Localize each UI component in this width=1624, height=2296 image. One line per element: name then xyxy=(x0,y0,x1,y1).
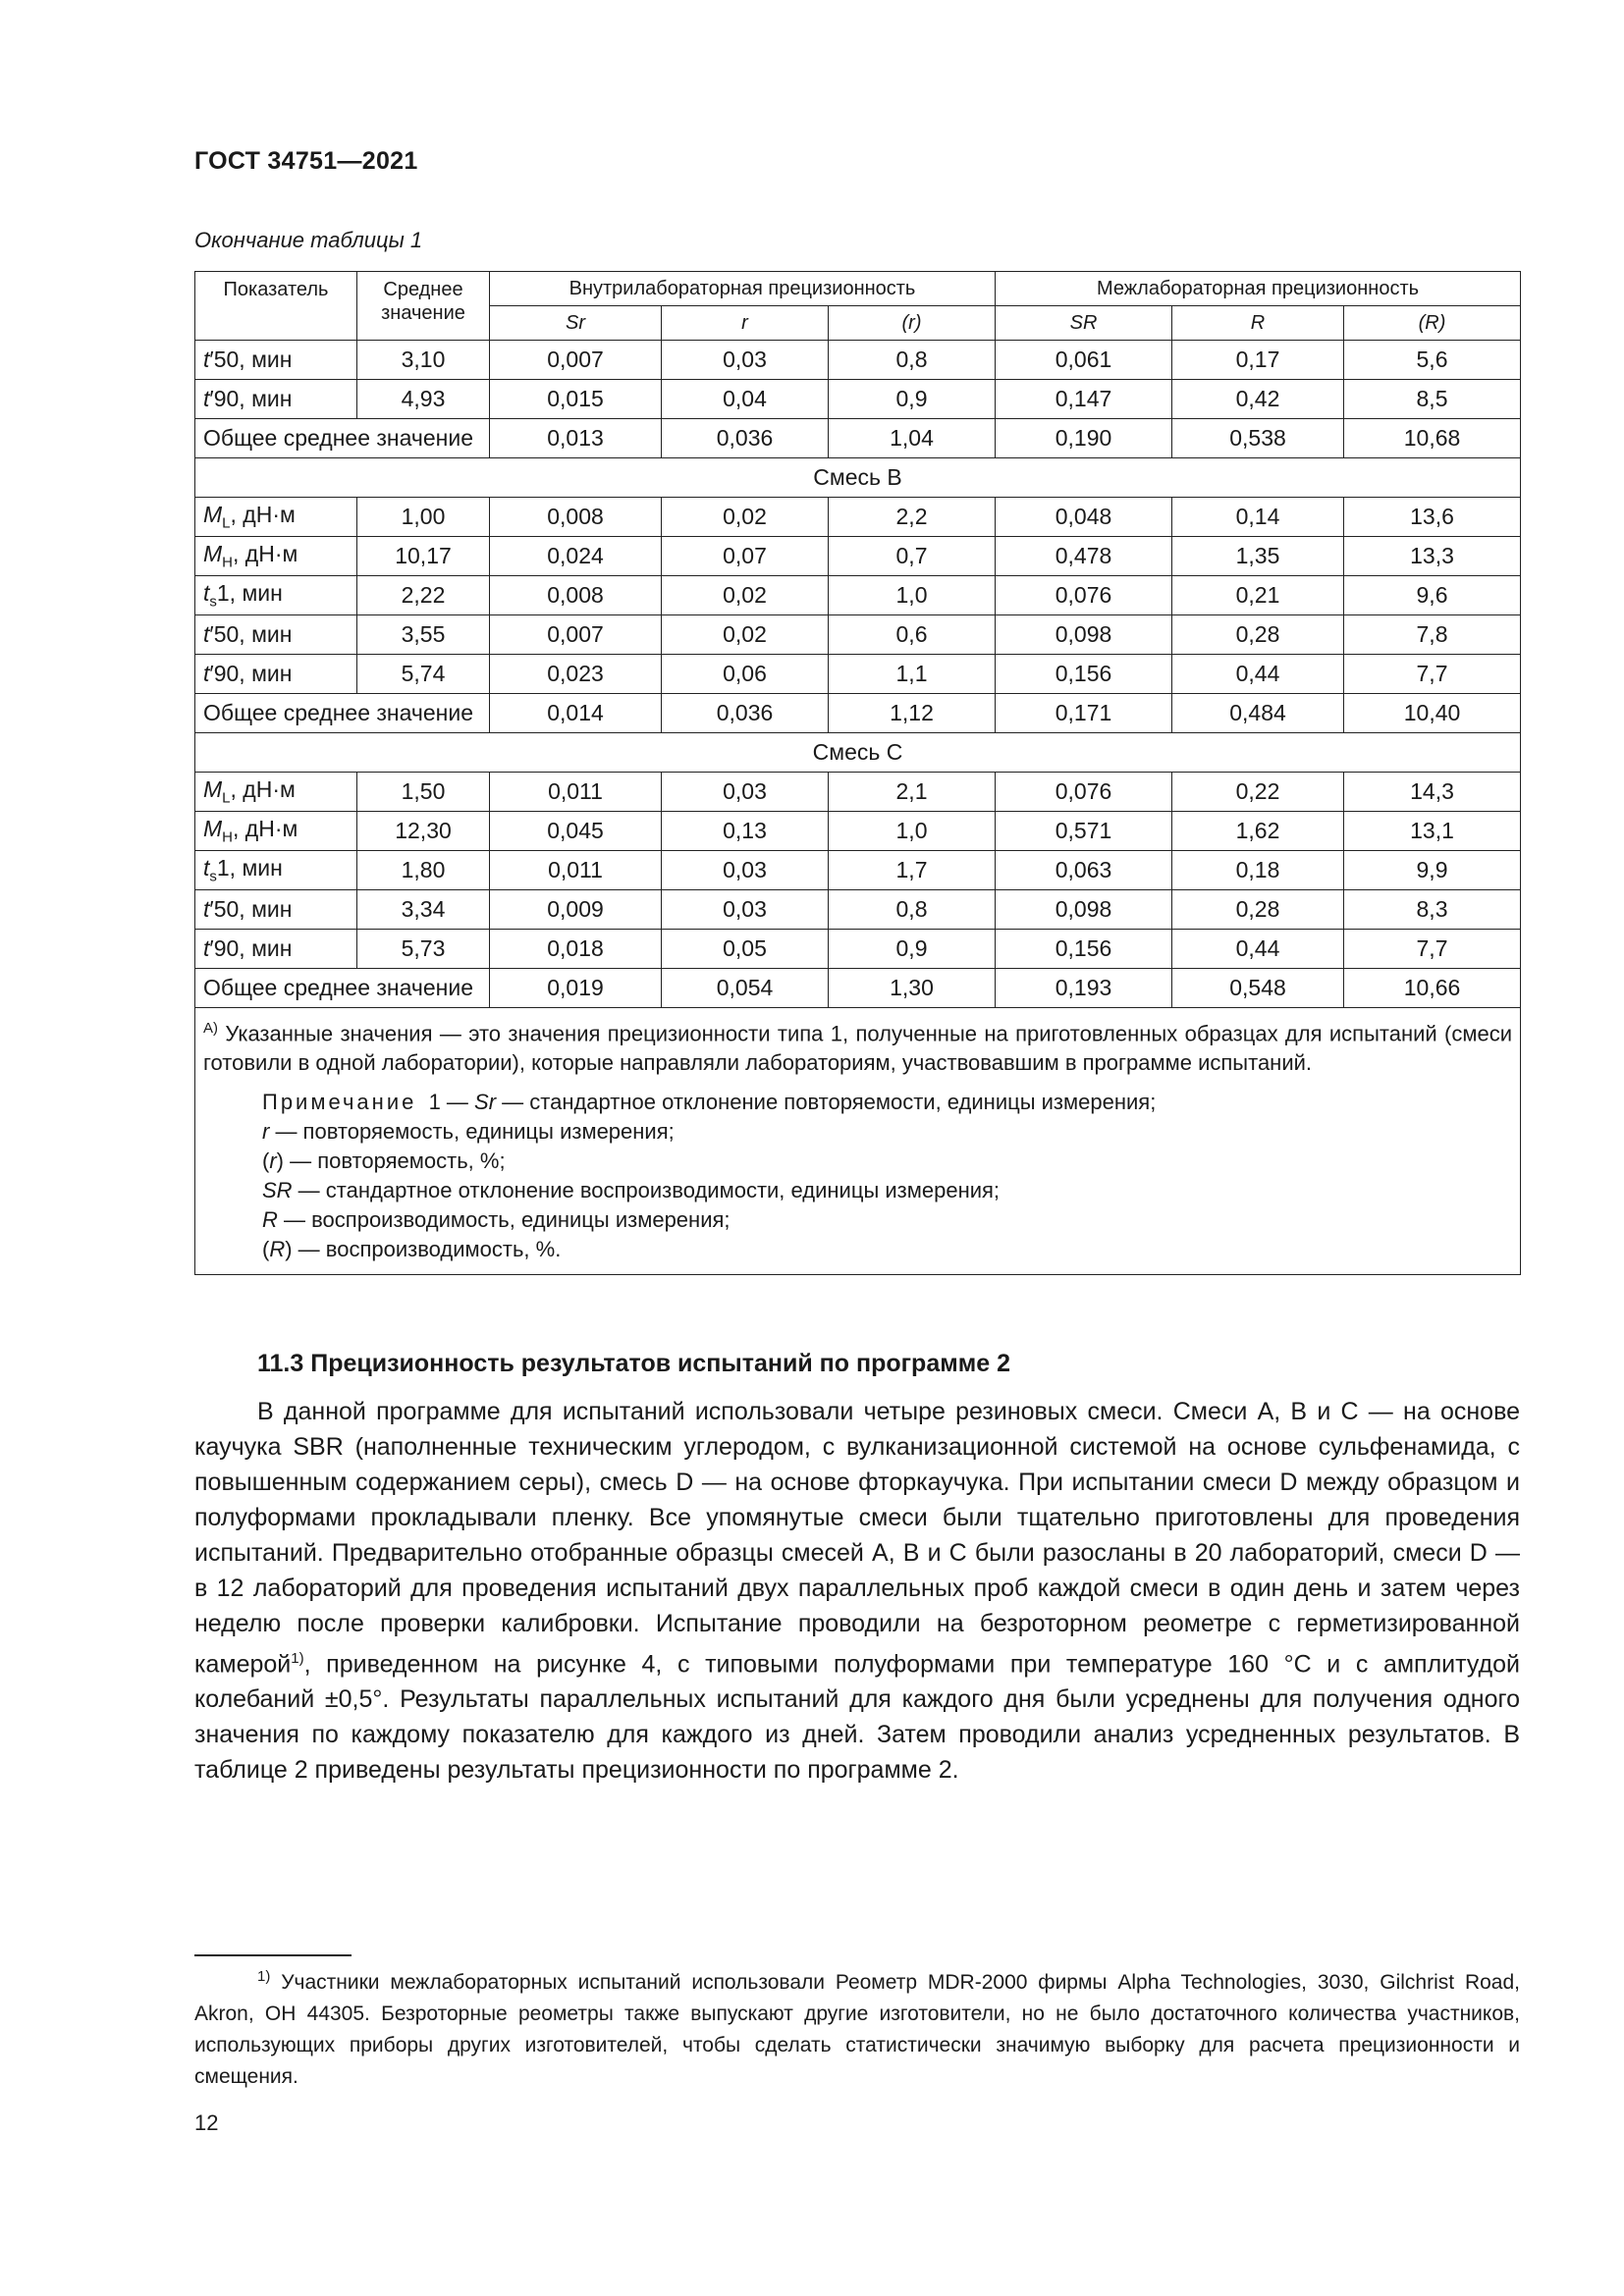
table-cell: 0,44 xyxy=(1172,930,1344,969)
row-label: $M_L$, дН·м xyxy=(195,498,357,537)
table-row xyxy=(195,812,1521,851)
body-paragraph: В данной программе для испытаний использовали четыре резиновых смеси. Смеси A, B и C — на основе каучука SBR (наполненные техническим углеродом, с вулканизационной системой на основе сульфенамида, с повышенным содержанием серы), смесь D — на основе фторкаучука. При испытании смеси D между образцом и полуформами прокладывали пленку. Все упомянутые смеси были тщательно приготовлены для проведения испытаний. Предварительно отобранные образцы смесей A, B и C были разосланы в 20 лабораторий, смеси D — в 12 лабораторий для проведения испытаний двух параллельных проб каждой смеси в один день и затем через неделю после проверки калибровки. Испытание проводили на безроторном реометре с герметизированной камерой$^{1)}$, приведенном на рисунке 4, с типовыми полуформами при температуре 160 °C и с амплитудой колебаний ±0,5°. Результаты параллельных испытаний для каждого дня были усреднены для получения одного значения по каждому показателю для каждого из дней. Затем проводили анализ усредненных результатов. В таблице 2 приведены результаты прецизионности по программе 2. xyxy=(194,1398,1520,1785)
table-cell: 0,011 xyxy=(490,851,662,890)
table-cell: 0,03 xyxy=(662,890,829,930)
table-cell: 2,1 xyxy=(829,773,996,812)
subcol-r: r xyxy=(662,306,829,341)
col-indicator-header: Показатель xyxy=(195,272,357,341)
table-cell: 5,73 xyxy=(357,930,490,969)
table-cell: 7,7 xyxy=(1344,655,1521,694)
table-row xyxy=(195,341,1521,380)
table-cell: 0,024 xyxy=(490,537,662,576)
table-row xyxy=(195,576,1521,615)
table-cell: 0,7 xyxy=(829,537,996,576)
col-intra-header: Внутрилабораторная прецизионность xyxy=(490,272,996,306)
table-cell: 9,6 xyxy=(1344,576,1521,615)
table-row xyxy=(195,930,1521,969)
table-cell: 0,019 xyxy=(490,969,662,1008)
table-cell: 0,06 xyxy=(662,655,829,694)
table-row xyxy=(195,890,1521,930)
row-label: t′50, мин xyxy=(195,615,357,655)
section-title: 11.3 Прецизионность результатов испытаний по программе 2 xyxy=(257,1350,1010,1377)
group-title: Смесь B xyxy=(195,458,1521,498)
table-cell: 0,8 xyxy=(829,890,996,930)
table-cell: 0,17 xyxy=(1172,341,1344,380)
row-label: t′50, мин xyxy=(195,341,357,380)
table-cell: 0,571 xyxy=(996,812,1172,851)
note-label: Примечание xyxy=(262,1090,417,1115)
table-cell: 0,061 xyxy=(996,341,1172,380)
table-footnote-row xyxy=(195,1008,1521,1275)
table-cell: 0,023 xyxy=(490,655,662,694)
table-cell: 13,6 xyxy=(1344,498,1521,537)
table-note xyxy=(203,1088,1512,1264)
table-cell: 1,0 xyxy=(829,576,996,615)
table-cell: 10,66 xyxy=(1344,969,1521,1008)
table-cell: 0,193 xyxy=(996,969,1172,1008)
table-cell: 9,9 xyxy=(1344,851,1521,890)
table-cell: 0,014 xyxy=(490,694,662,733)
table-cell: 1,35 xyxy=(1172,537,1344,576)
table-cell: 0,21 xyxy=(1172,576,1344,615)
table-cell: 1,1 xyxy=(829,655,996,694)
table-cell: 0,156 xyxy=(996,930,1172,969)
subcol-r-percent: (r) xyxy=(829,306,996,341)
table-cell: 0,548 xyxy=(1172,969,1344,1008)
table-cell: 0,076 xyxy=(996,773,1172,812)
group-title: Смесь C xyxy=(195,733,1521,773)
table-cell: 1,80 xyxy=(357,851,490,890)
overall-mean-row xyxy=(195,969,1521,1008)
table-cell: 0,484 xyxy=(1172,694,1344,733)
table-header-row xyxy=(195,272,1521,306)
table-row xyxy=(195,773,1521,812)
table-cell: 1,62 xyxy=(1172,812,1344,851)
overall-mean-label: Общее среднее значение xyxy=(195,694,490,733)
table-cell: 0,147 xyxy=(996,380,1172,419)
table-cell: 0,28 xyxy=(1172,615,1344,655)
table-row xyxy=(195,380,1521,419)
table-row xyxy=(195,851,1521,890)
subcol-sr-inter: SR xyxy=(996,306,1172,341)
table-cell: 0,42 xyxy=(1172,380,1344,419)
table-cell: 0,054 xyxy=(662,969,829,1008)
note-line: R — воспроизводимость, единицы измерения; xyxy=(262,1207,731,1233)
row-label: t′90, мин xyxy=(195,930,357,969)
table-cell: 5,6 xyxy=(1344,341,1521,380)
table-cell: 3,34 xyxy=(357,890,490,930)
table-cell: 10,68 xyxy=(1344,419,1521,458)
table-cell: 0,18 xyxy=(1172,851,1344,890)
table-cell: 0,007 xyxy=(490,615,662,655)
table-cell: 14,3 xyxy=(1344,773,1521,812)
table-cell: 0,190 xyxy=(996,419,1172,458)
overall-mean-row xyxy=(195,694,1521,733)
table-cell: 0,007 xyxy=(490,341,662,380)
table-cell: 0,22 xyxy=(1172,773,1344,812)
table-cell: 0,013 xyxy=(490,419,662,458)
col-inter-header: Межлабораторная прецизионность xyxy=(996,272,1521,306)
table-footnote-text: $^{A)}$ Указанные значения — это значения прецизионности типа 1, полученные на приготовленных образцах для испытаний (смеси готовили в одной лаборатории), которые направляли лабораториям, участвовавшим в программе испытаний. xyxy=(203,1020,1513,1076)
table-cell: 1,30 xyxy=(829,969,996,1008)
page-footnote: $^{1)}$ Участники межлабораторных испытаний использовали Реометр MDR-2000 фирмы Alpha Technologies, 3030, Gilchrist Road, Akron, OH 44305. Безроторные реометры также выпускают другие изготовители, но не было достаточного количества участников, использующих приборы других изготовителей, чтобы сделать статистически значимую выборку для расчета прецизионности и смещения. xyxy=(194,1968,1520,2088)
table-cell: 0,9 xyxy=(829,930,996,969)
table-footnote xyxy=(195,1008,1521,1275)
table-cell: 0,009 xyxy=(490,890,662,930)
table-row xyxy=(195,655,1521,694)
table-cell: 0,02 xyxy=(662,498,829,537)
table-cell: 0,44 xyxy=(1172,655,1344,694)
footnote-rule xyxy=(194,1954,352,1956)
table-cell: 5,74 xyxy=(357,655,490,694)
table-caption: Окончание таблицы 1 xyxy=(194,228,423,252)
table-cell: 4,93 xyxy=(357,380,490,419)
group-row-b xyxy=(195,458,1521,498)
table-cell: 13,1 xyxy=(1344,812,1521,851)
table-cell: 1,00 xyxy=(357,498,490,537)
row-label: $M_L$, дН·м xyxy=(195,773,357,812)
table-cell: 8,3 xyxy=(1344,890,1521,930)
table-cell: 0,171 xyxy=(996,694,1172,733)
row-label: $M_H$, дН·м xyxy=(195,537,357,576)
table-cell: 2,22 xyxy=(357,576,490,615)
table-cell: 13,3 xyxy=(1344,537,1521,576)
table-cell: 0,048 xyxy=(996,498,1172,537)
table-cell: 0,063 xyxy=(996,851,1172,890)
table-cell: 10,40 xyxy=(1344,694,1521,733)
subcol-r-inter: R xyxy=(1172,306,1344,341)
table-row xyxy=(195,615,1521,655)
table-cell: 0,03 xyxy=(662,341,829,380)
table-cell: 0,076 xyxy=(996,576,1172,615)
table-cell: 0,036 xyxy=(662,694,829,733)
table-cell: 0,018 xyxy=(490,930,662,969)
table-cell: 0,02 xyxy=(662,576,829,615)
table-cell: 0,011 xyxy=(490,773,662,812)
table-cell: 0,13 xyxy=(662,812,829,851)
table-cell: 0,045 xyxy=(490,812,662,851)
table-cell: 1,12 xyxy=(829,694,996,733)
table-cell: 0,07 xyxy=(662,537,829,576)
table-cell: 1,7 xyxy=(829,851,996,890)
group-row-c xyxy=(195,733,1521,773)
table-cell: 3,10 xyxy=(357,341,490,380)
table-cell: 0,015 xyxy=(490,380,662,419)
table-cell: 0,02 xyxy=(662,615,829,655)
table-row xyxy=(195,537,1521,576)
table-cell: 0,14 xyxy=(1172,498,1344,537)
table-cell: 0,6 xyxy=(829,615,996,655)
note-line: SR — стандартное отклонение воспроизводимости, единицы измерения; xyxy=(262,1178,1001,1203)
table-cell: 3,55 xyxy=(357,615,490,655)
table-cell: 0,538 xyxy=(1172,419,1344,458)
subcol-r-inter-percent: (R) xyxy=(1344,306,1521,341)
col-mean-header: Среднее значение xyxy=(357,272,490,341)
table-cell: 0,008 xyxy=(490,498,662,537)
table-cell: 0,156 xyxy=(996,655,1172,694)
table-cell: 0,098 xyxy=(996,890,1172,930)
table-cell: 0,28 xyxy=(1172,890,1344,930)
table-cell: 2,2 xyxy=(829,498,996,537)
table-cell: 0,03 xyxy=(662,851,829,890)
overall-mean-label: Общее среднее значение xyxy=(195,419,490,458)
table-cell: 1,0 xyxy=(829,812,996,851)
note-line: (r) — повторяемость, %; xyxy=(262,1148,506,1174)
table-cell: 8,5 xyxy=(1344,380,1521,419)
row-label: t′50, мин xyxy=(195,890,357,930)
table-cell: 0,8 xyxy=(829,341,996,380)
table-cell: 1,04 xyxy=(829,419,996,458)
table-cell: 7,7 xyxy=(1344,930,1521,969)
table-cell: 0,098 xyxy=(996,615,1172,655)
table-cell: 0,03 xyxy=(662,773,829,812)
overall-mean-row xyxy=(195,419,1521,458)
page-number: 12 xyxy=(194,2110,219,2135)
table-cell: 0,04 xyxy=(662,380,829,419)
table-cell: 7,8 xyxy=(1344,615,1521,655)
overall-mean-label: Общее среднее значение xyxy=(195,969,490,1008)
note-line: Примечание 1 — Sr — стандартное отклонение повторяемости, единицы измерения; xyxy=(262,1090,1157,1115)
note-line: (R) — воспроизводимость, %. xyxy=(262,1237,562,1262)
table-cell: 0,036 xyxy=(662,419,829,458)
table-cell: 1,50 xyxy=(357,773,490,812)
table-row xyxy=(195,498,1521,537)
row-label: t′90, мин xyxy=(195,655,357,694)
note-line: r — повторяемость, единицы измерения; xyxy=(262,1119,675,1145)
table-cell: 0,9 xyxy=(829,380,996,419)
standard-header: ГОСТ 34751—2021 xyxy=(194,147,418,175)
table-cell: 12,30 xyxy=(357,812,490,851)
row-label: $t_s1$, мин xyxy=(195,576,357,615)
table-cell: 0,008 xyxy=(490,576,662,615)
row-label: $t_s1$, мин xyxy=(195,851,357,890)
subcol-sr: Sr xyxy=(490,306,662,341)
precision-table xyxy=(194,271,1521,1275)
table-cell: 0,478 xyxy=(996,537,1172,576)
table-cell: 10,17 xyxy=(357,537,490,576)
row-label: t′90, мин xyxy=(195,380,357,419)
table-cell: 0,05 xyxy=(662,930,829,969)
row-label: $M_H$, дН·м xyxy=(195,812,357,851)
